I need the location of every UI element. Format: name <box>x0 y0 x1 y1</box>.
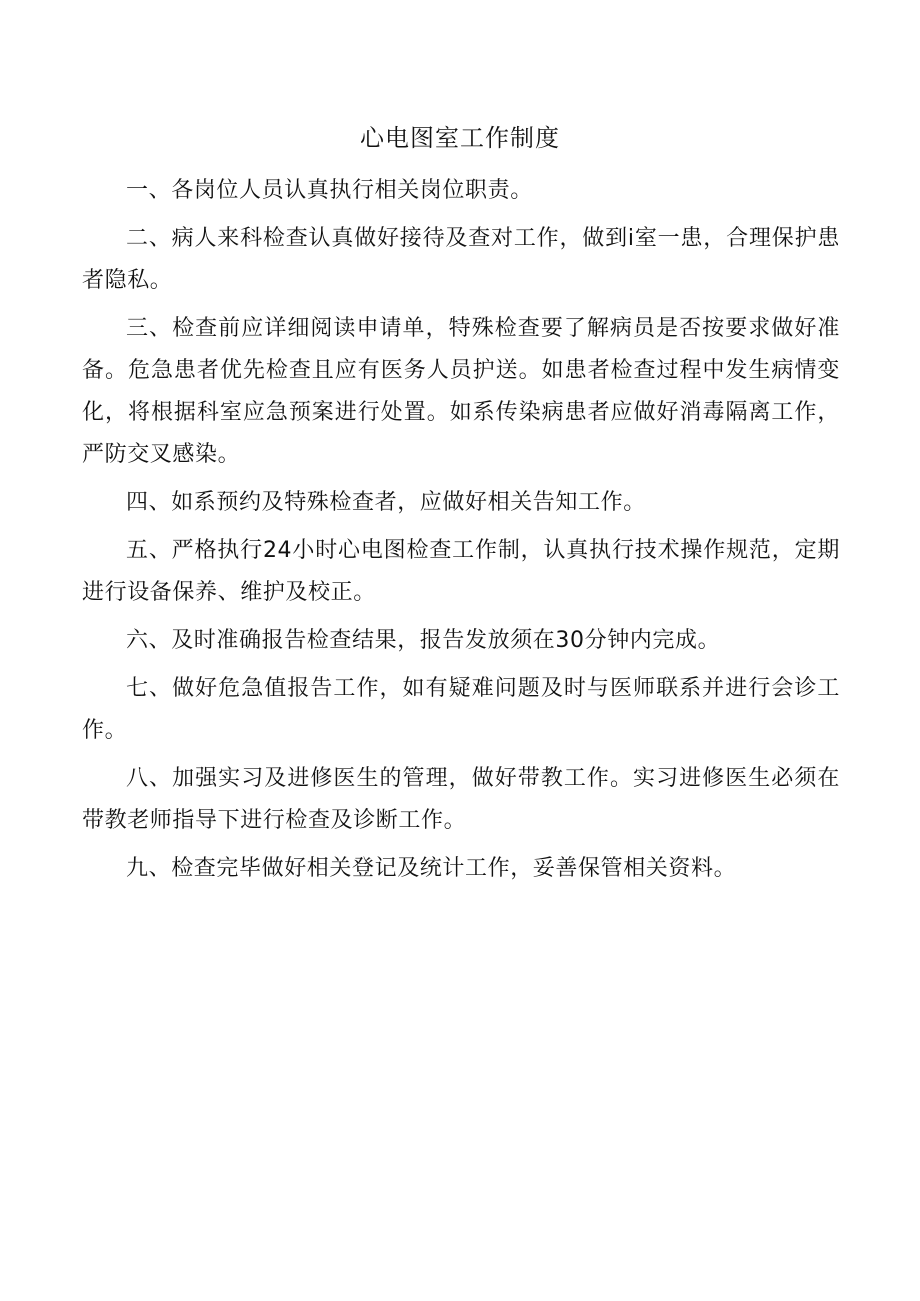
paragraph-7: 七、做好危急值报告工作，如有疑难问题及时与医师联系并进行会诊工作。 <box>82 676 840 743</box>
paragraph-3: 三、检查前应详细阅读申请单，特殊检查要了解病员是否按要求做好准备。危急患者优先检查且应有医务人员护送。如患者检查过程中发生病情变化，将根据科室应急预案进行处置。如系传染病患者应做好消毒隔离工作，严防交叉感染。 <box>82 316 840 467</box>
paragraph-4: 四、如系预约及特殊检查者，应做好相关告知工作。 <box>126 490 646 515</box>
paragraph-8: 八、加强实习及进修医生的管理，做好带教工作。实习进修医生必须在带教老师指导下进行检查及诊断工作。 <box>82 766 840 833</box>
paragraph-2: 二、病人来科检查认真做好接待及查对工作，做到i室一患，合理保护患者隐私。 <box>82 226 840 293</box>
document-title: 心电图室工作制度 <box>360 124 560 152</box>
paragraph-5: 五、严格执行24小时心电图检查工作制，认真执行技术操作规范，定期进行设备保养、维护及校正。 <box>82 538 840 605</box>
paragraph-6: 六、及时准确报告检查结果，报告发放须在30分钟内完成。 <box>126 628 721 653</box>
document-body <box>82 170 840 896</box>
paragraph-1: 一、各岗位人员认真执行相关岗位职责。 <box>126 178 533 203</box>
paragraph-9: 九、检查完毕做好相关登记及统计工作，妥善保管相关资料。 <box>126 856 737 881</box>
